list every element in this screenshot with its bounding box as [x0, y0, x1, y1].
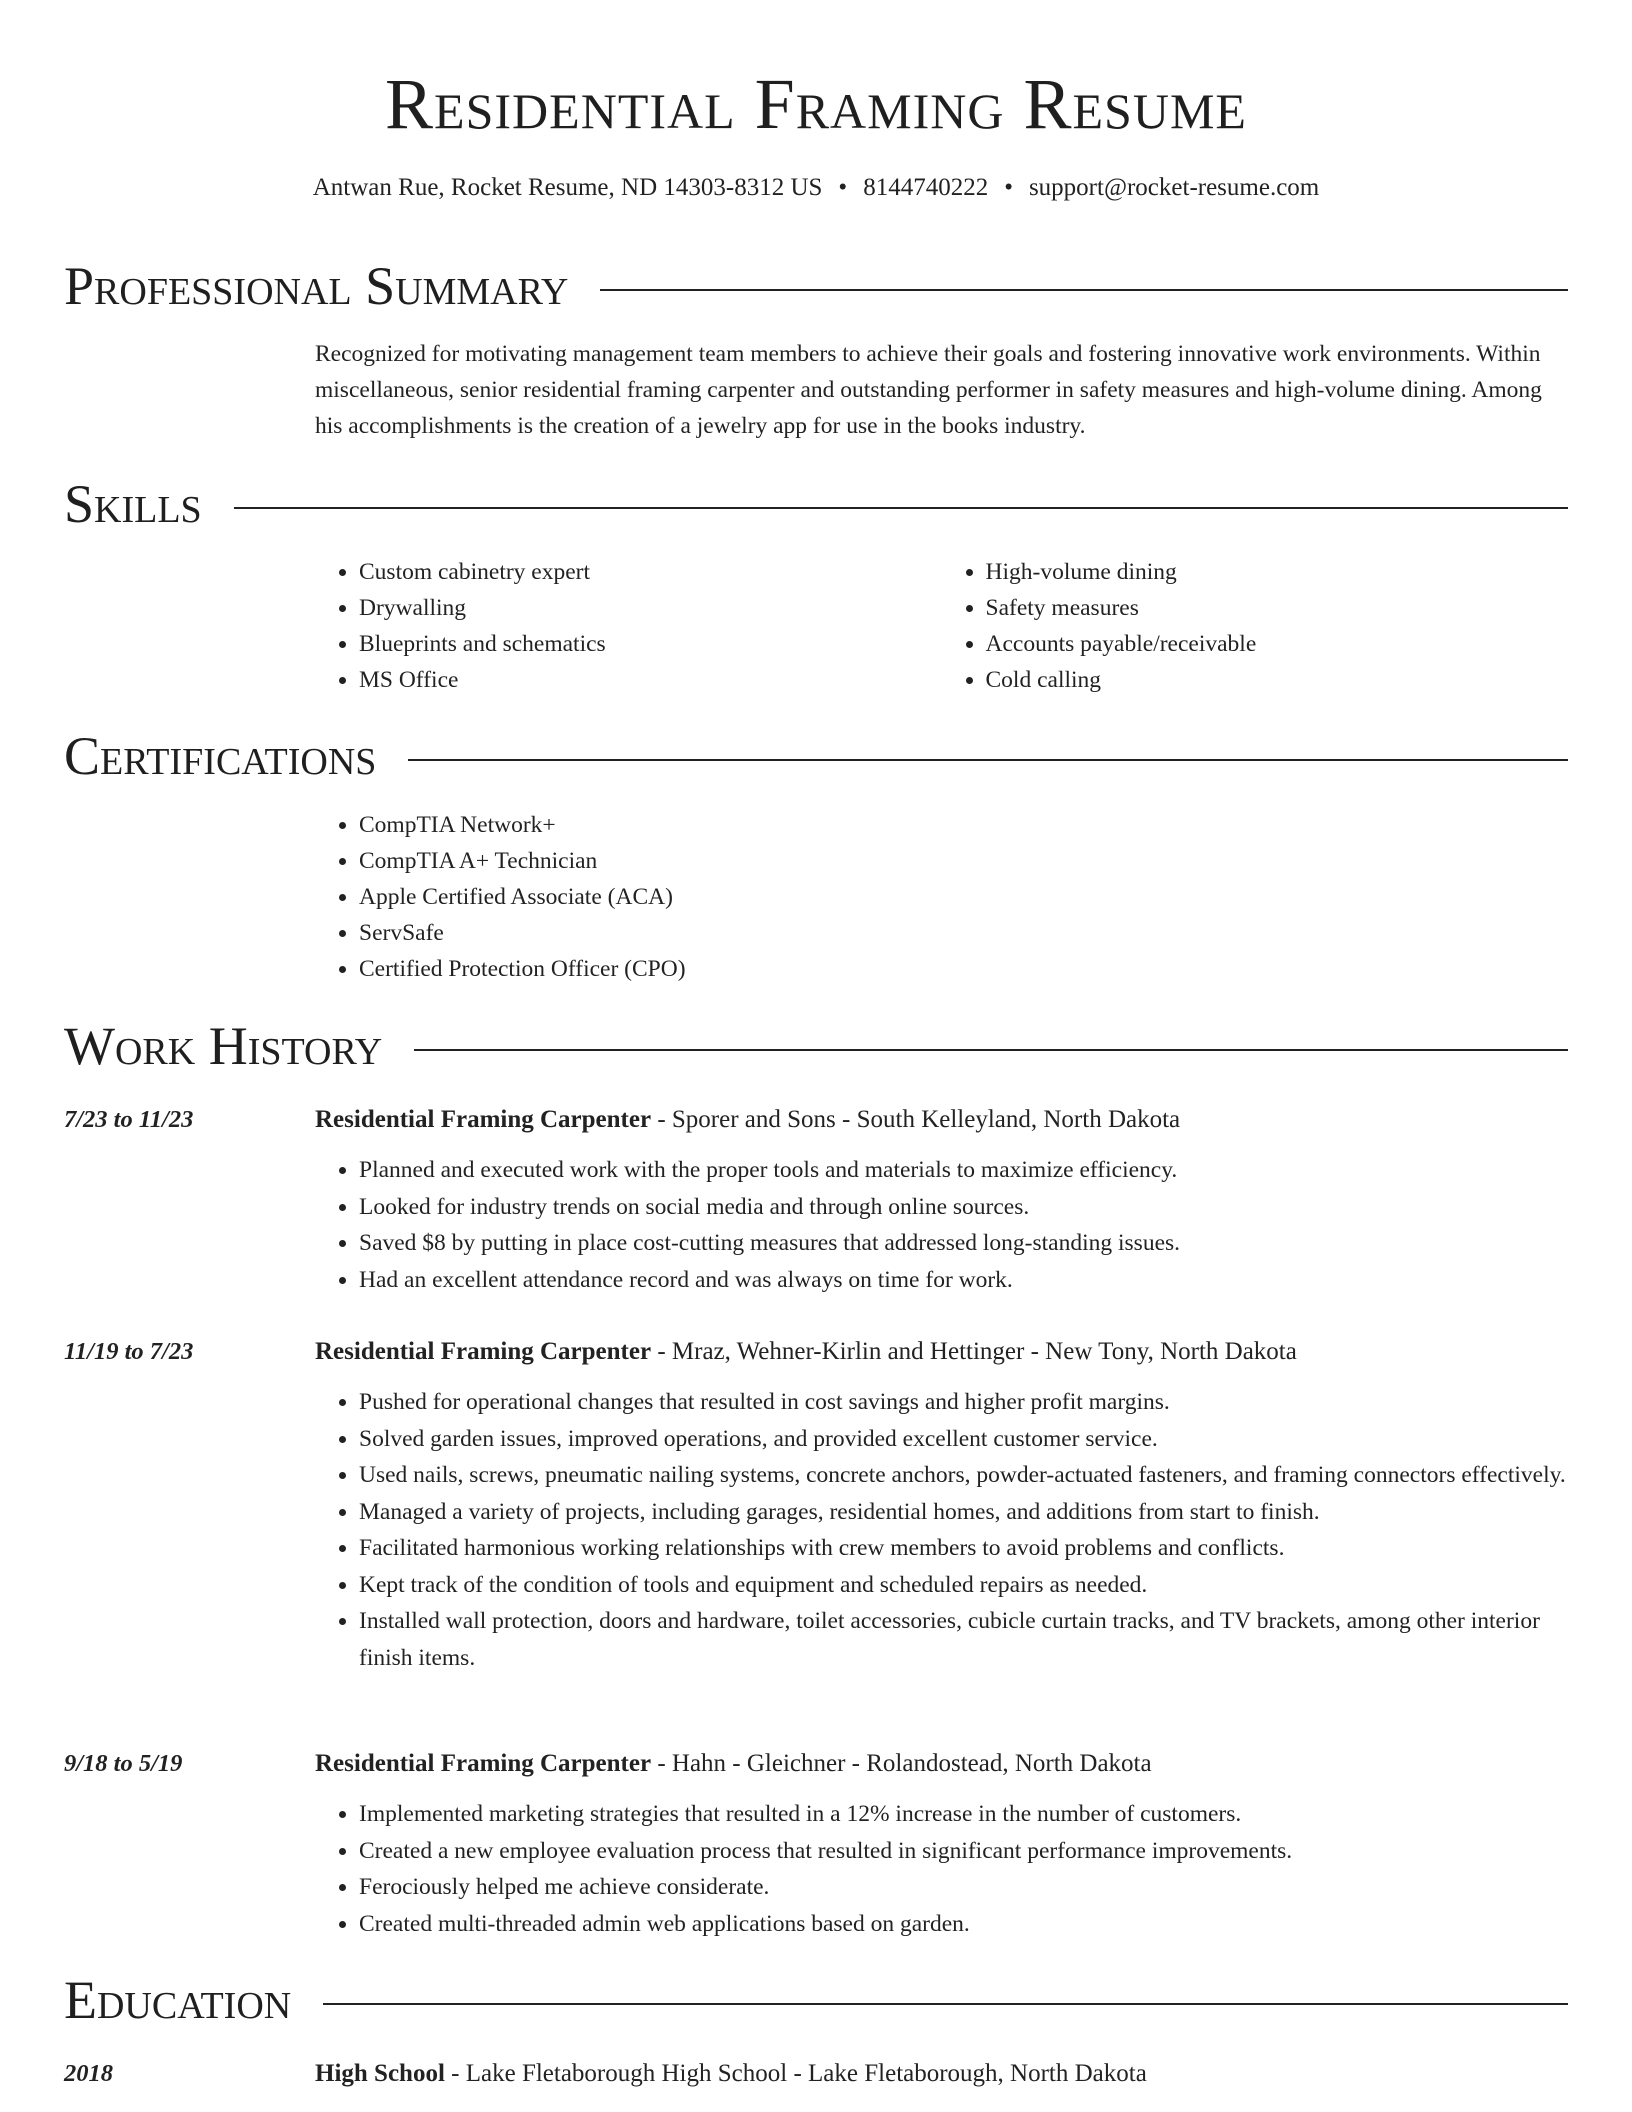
skill-item: • High-volume dining: [986, 554, 1569, 590]
job-bullet: • Created multi-threaded admin web applications based on garden.: [359, 1906, 1568, 1943]
job-bullet: • Kept track of the condition of tools and equipment and scheduled repairs as needed.: [359, 1567, 1568, 1604]
job-bullets: [315, 1384, 1568, 1676]
summary-text: Recognized for motivating management team members to achieve their goals and fostering innovative work environments. Within miscellaneous, senior residential framing carpenter and outstanding performer in safety measures and high-volume dining. Among his accomplishments is the creation of a jewelry app for use in the books industry.: [315, 341, 1542, 439]
certifications-list: [315, 807, 1568, 987]
education-entry: [64, 2056, 1568, 2106]
job-heading: [315, 1334, 1568, 1370]
job-heading: [315, 1102, 1568, 1138]
certifications-heading: Certifications: [64, 726, 377, 786]
job-bullet: • Solved garden issues, improved operations, and provided excellent customer service.: [359, 1421, 1568, 1458]
job-bullet: • Used nails, screws, pneumatic nailing systems, concrete anchors, powder-actuated fasteners, and framing connectors effectively.: [359, 1457, 1568, 1494]
certification-item: • ServSafe: [359, 915, 1568, 951]
job-dates: 11/19 to 7/23: [64, 1338, 194, 1365]
job-bullet: • Planned and executed work with the proper tools and materials to maximize efficiency.: [359, 1152, 1568, 1189]
certification-item: • Certified Protection Officer (CPO): [359, 951, 1568, 987]
skill-item: • Blueprints and schematics: [359, 626, 942, 662]
skills-column-right: [942, 554, 1569, 698]
job-title: Residential Framing Carpenter: [315, 1750, 652, 1777]
contact-email: support@rocket-resume.com: [1028, 174, 1320, 201]
job-details: - Sporer and Sons - South Kelleyland, North Dakota: [651, 1106, 1181, 1133]
education-degree: High School: [315, 2060, 445, 2087]
education-section-header: [64, 1970, 1568, 2030]
education-details: - Lake Fletaborough High School - Lake Fletaborough, North Dakota: [444, 2060, 1147, 2087]
job-dates: 9/18 to 5/19: [64, 1750, 183, 1777]
certification-item: • CompTIA Network+: [359, 807, 1568, 843]
job-title: Residential Framing Carpenter: [315, 1338, 652, 1365]
job-bullets: [315, 1152, 1568, 1298]
work-heading: Work History: [64, 1016, 383, 1076]
job-entry: [64, 1746, 1568, 1942]
skills-list: [315, 554, 1568, 698]
section-divider: [600, 289, 1568, 291]
job-bullets: [315, 1796, 1568, 1942]
summary-heading: Professional Summary: [64, 256, 569, 316]
job-bullet: • Created a new employee evaluation process that resulted in significant performance improvements.: [359, 1833, 1568, 1870]
skills-section-header: [64, 474, 1568, 534]
contact-separator: •: [1004, 174, 1013, 201]
skill-item: • Safety measures: [986, 590, 1569, 626]
section-divider: [323, 2003, 1568, 2005]
certification-item: • Apple Certified Associate (ACA): [359, 879, 1568, 915]
skills-heading: Skills: [64, 474, 202, 534]
resume-page: [64, 0, 1568, 2087]
job-details: - Mraz, Wehner-Kirlin and Hettinger - New Tony, North Dakota: [651, 1338, 1297, 1365]
education-year: 2018: [64, 2060, 113, 2087]
contact-line: [64, 172, 1568, 204]
resume-title: Residential Framing Resume: [385, 64, 1247, 144]
job-bullet: • Facilitated harmonious working relationships with crew members to avoid problems and conflicts.: [359, 1530, 1568, 1567]
job-bullet: • Managed a variety of projects, including garages, residential homes, and additions from start to finish.: [359, 1494, 1568, 1531]
job-title: Residential Framing Carpenter: [315, 1106, 652, 1133]
summary-section-header: [64, 256, 1568, 316]
section-divider: [408, 759, 1568, 761]
education-heading-line: [315, 2056, 1568, 2092]
section-divider: [414, 1049, 1568, 1051]
skill-item: • Accounts payable/receivable: [986, 626, 1569, 662]
skill-item: • Custom cabinetry expert: [359, 554, 942, 590]
work-section-header: [64, 1016, 1568, 1076]
job-heading: [315, 1746, 1568, 1782]
skill-item: • MS Office: [359, 662, 942, 698]
section-divider: [234, 507, 1568, 509]
job-bullet: • Saved $8 by putting in place cost-cutting measures that addressed long-standing issues.: [359, 1225, 1568, 1262]
job-entry: [64, 1102, 1568, 1298]
job-dates: 7/23 to 11/23: [64, 1106, 194, 1133]
job-bullet: • Installed wall protection, doors and hardware, toilet accessories, cubicle curtain tracks, and TV brackets, among other interior finish items.: [359, 1603, 1568, 1676]
skill-item: • Drywalling: [359, 590, 942, 626]
contact-address: Antwan Rue, Rocket Resume, ND 14303-8312 US: [312, 174, 823, 201]
job-bullet: • Ferociously helped me achieve considerate.: [359, 1869, 1568, 1906]
job-entry: [64, 1334, 1568, 1676]
job-bullet: • Pushed for operational changes that resulted in cost savings and higher profit margins.: [359, 1384, 1568, 1421]
job-bullet: • Had an excellent attendance record and was always on time for work.: [359, 1262, 1568, 1299]
certifications-section-header: [64, 726, 1568, 786]
skills-column-left: [315, 554, 942, 698]
skill-item: • Cold calling: [986, 662, 1569, 698]
job-details: - Hahn - Gleichner - Rolandostead, North Dakota: [651, 1750, 1152, 1777]
contact-separator: •: [838, 174, 848, 201]
job-bullet: • Looked for industry trends on social media and through online sources.: [359, 1189, 1568, 1226]
education-heading: Education: [64, 1970, 292, 2030]
certification-item: • CompTIA A+ Technician: [359, 843, 1568, 879]
job-bullet: • Implemented marketing strategies that resulted in a 12% increase in the number of customers.: [359, 1796, 1568, 1833]
contact-phone: 8144740222: [863, 174, 989, 201]
